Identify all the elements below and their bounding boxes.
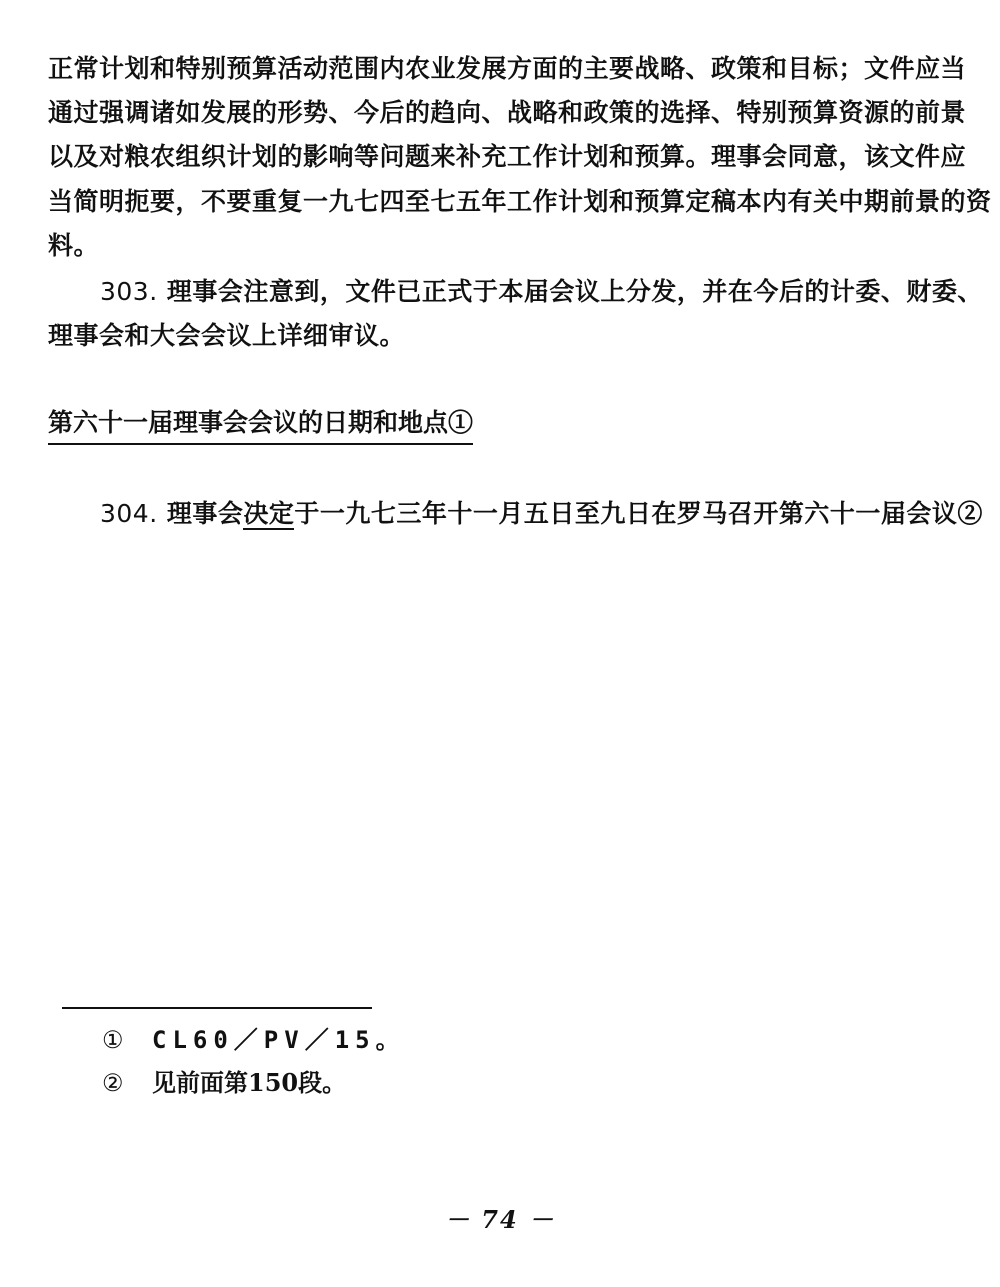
- paragraph-number-304: 304.: [100, 499, 158, 528]
- paragraph-304-text-before: 理事会: [166, 499, 244, 528]
- footnote-separator: [62, 1007, 372, 1009]
- paragraph-304: [100, 497, 983, 531]
- footnote-1: [102, 1024, 406, 1056]
- paragraph-number-303: 303.: [100, 277, 158, 306]
- body-line-2: 通过强调诸如发展的形势、今后的趋向、战略和政策的选择、特别预算资源的前景: [48, 98, 967, 127]
- paragraph-303-text-1: 理事会注意到，文件已正式于本届会议上分发，并在今后的计委、财委、: [166, 277, 983, 306]
- body-line-3: 以及对粮农组织计划的影响等问题来补充工作计划和预算。理事会同意，该文件应: [48, 142, 967, 171]
- footnote-1-mark: ①: [102, 1026, 124, 1054]
- body-line-5: 料。: [48, 231, 100, 260]
- footnote-2-text: 见前面第150段。: [152, 1068, 347, 1097]
- body-line-4: 当简明扼要，不要重复一九七四至七五年工作计划和预算定稿本内有关中期前景的资: [48, 187, 992, 216]
- footnote-2-mark: ②: [102, 1069, 124, 1097]
- paragraph-303-line-2: 理事会和大会会议上详细审议。: [48, 321, 406, 350]
- section-heading: 第六十一届理事会会议的日期和地点①: [48, 406, 473, 445]
- body-line-1: 正常计划和特别预算活动范围内农业发展方面的主要战略、政策和目标；文件应当: [48, 54, 967, 83]
- paragraph-304-text-after: 于一九七三年十一月五日至九日在罗马召开第六十一届会议②: [294, 499, 983, 528]
- paragraph-303-line-1: [100, 275, 983, 309]
- page-number: － 74 －: [444, 1205, 556, 1234]
- footnote-1-text: CL60／PV／15。: [152, 1026, 406, 1054]
- footnote-2: [102, 1067, 346, 1099]
- paragraph-304-underlined-word: 决定: [243, 499, 295, 528]
